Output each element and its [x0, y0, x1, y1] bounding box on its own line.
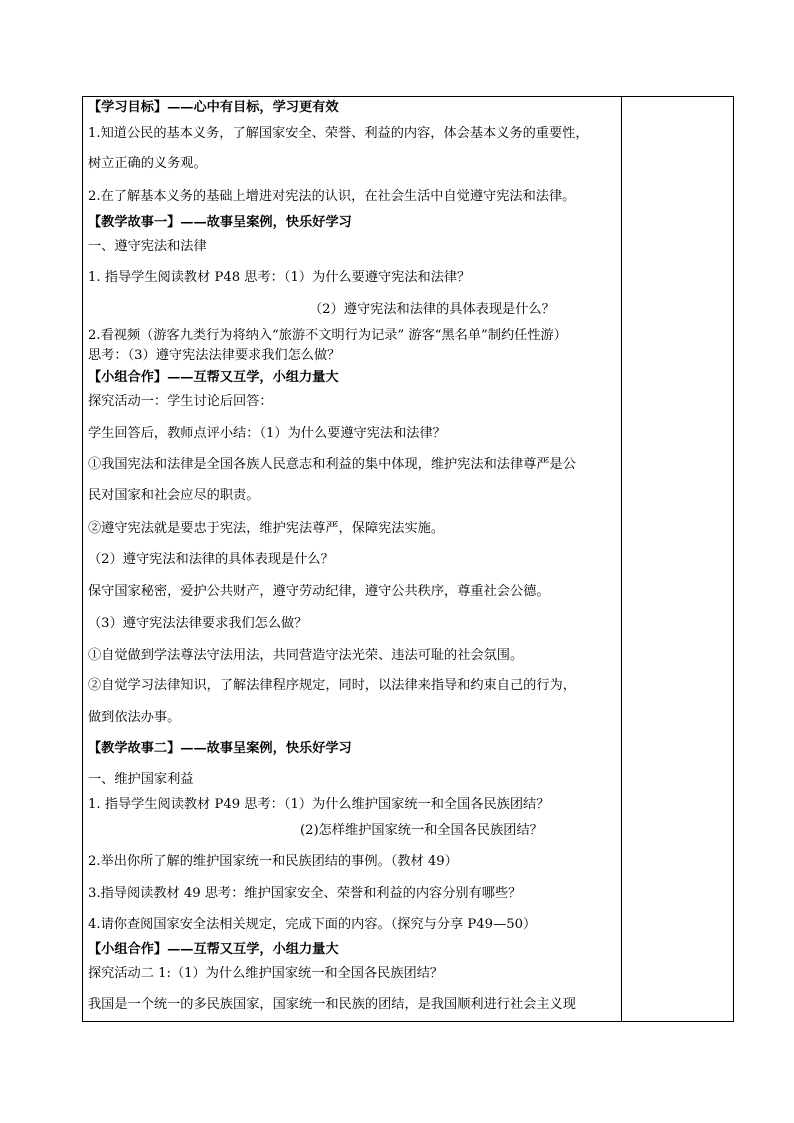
text-line: 1.知道公民的基本义务，了解国家安全、荣誉、利益的内容，体会基本义务的重要性， [88, 126, 589, 141]
text-line: 我国是一个统一的多民族国家，国家统一和民族的团结，是我国顺利进行社会主义现 [88, 997, 576, 1012]
text-line: (2)怎样维护国家统一和全国各民族团结？ [300, 823, 543, 838]
text-line: ②自觉学习法律知识，了解法律程序规定，同时，以法律来指导和约束自己的行为， [88, 678, 576, 693]
text-line: 做到依法办事。 [88, 710, 181, 725]
text-line: 2.在了解基本义务的基础上增进对宪法的认识，在社会生活中自觉遵守宪法和法律。 [88, 189, 576, 204]
text-line: ①我国宪法和法律是全国各族人民意志和利益的集中体现，维护宪法和法律尊严是公 [88, 457, 576, 472]
text-line: （2）遵守宪法和法律的具体表现是什么？ [88, 552, 334, 567]
text-line: 3.指导阅读教材 49 思考：维护国家安全、荣誉和利益的内容分别有哪些？ [88, 886, 522, 901]
text-line: 2.举出你所了解的维护国家统一和民族团结的事例。（教材 49） [88, 854, 458, 869]
text-line: 探究活动一：学生讨论后回答： [88, 394, 273, 409]
text-line: 民对国家和社会应尽的职责。 [88, 488, 260, 503]
text-line: 树立正确的义务观。 [88, 156, 207, 171]
text-line: 探究活动二 1:（1）为什么维护国家统一和全国各民族团结？ [88, 966, 444, 981]
text-line: （3）遵守宪法法律要求我们怎么做？ [88, 616, 308, 631]
text-line: （2）遵守宪法和法律的具体表现是什么？ [309, 302, 555, 317]
text-line: 4.请你查阅国家安全法相关规定，完成下面的内容。（探究与分享 P49—50） [88, 917, 537, 932]
section-heading-group-work: 【小组合作】——互帮又互学，小组力量大 [88, 942, 339, 957]
text-line: ①自觉做到学法尊法守法用法，共同营造守法光荣、违法可耻的社会氛围。 [88, 648, 524, 663]
text-line: 保守国家秘密，爱护公共财产，遵守劳动纪律，遵守公共秩序，尊重社会公德。 [88, 584, 550, 599]
section-heading-story-two: 【教学故事二】——故事呈案例，快乐好学习 [88, 741, 352, 756]
document-table [82, 96, 734, 1022]
text-line: 1. 指导学生阅读教材 P49 思考：（1）为什么维护国家统一和全国各民族团结？ [88, 797, 550, 812]
column-divider [621, 97, 622, 1021]
section-heading-story-one: 【教学故事一】——故事呈案例，快乐好学习 [88, 215, 352, 230]
text-line: 2.看视频（游客九类行为将纳入“旅游不文明行为记录” 游客“黑名单”制约任性游） [88, 328, 567, 343]
text-line: 一、维护国家利益 [88, 772, 194, 787]
section-heading-learning-goals: 【学习目标】——心中有目标，学习更有效 [88, 100, 339, 115]
text-line: 思考：（3）遵守宪法法律要求我们怎么做？ [88, 348, 341, 363]
section-heading-group-work: 【小组合作】——互帮又互学，小组力量大 [88, 370, 339, 385]
text-line: 一、遵守宪法和法律 [88, 239, 207, 254]
text-line: ②遵守宪法就是要忠于宪法，维护宪法尊严，保障宪法实施。 [88, 521, 445, 536]
text-line: 学生回答后，教师点评小结：（1）为什么要遵守宪法和法律？ [88, 426, 446, 441]
text-line: 1. 指导学生阅读教材 P48 思考：（1）为什么要遵守宪法和法律？ [88, 270, 471, 285]
